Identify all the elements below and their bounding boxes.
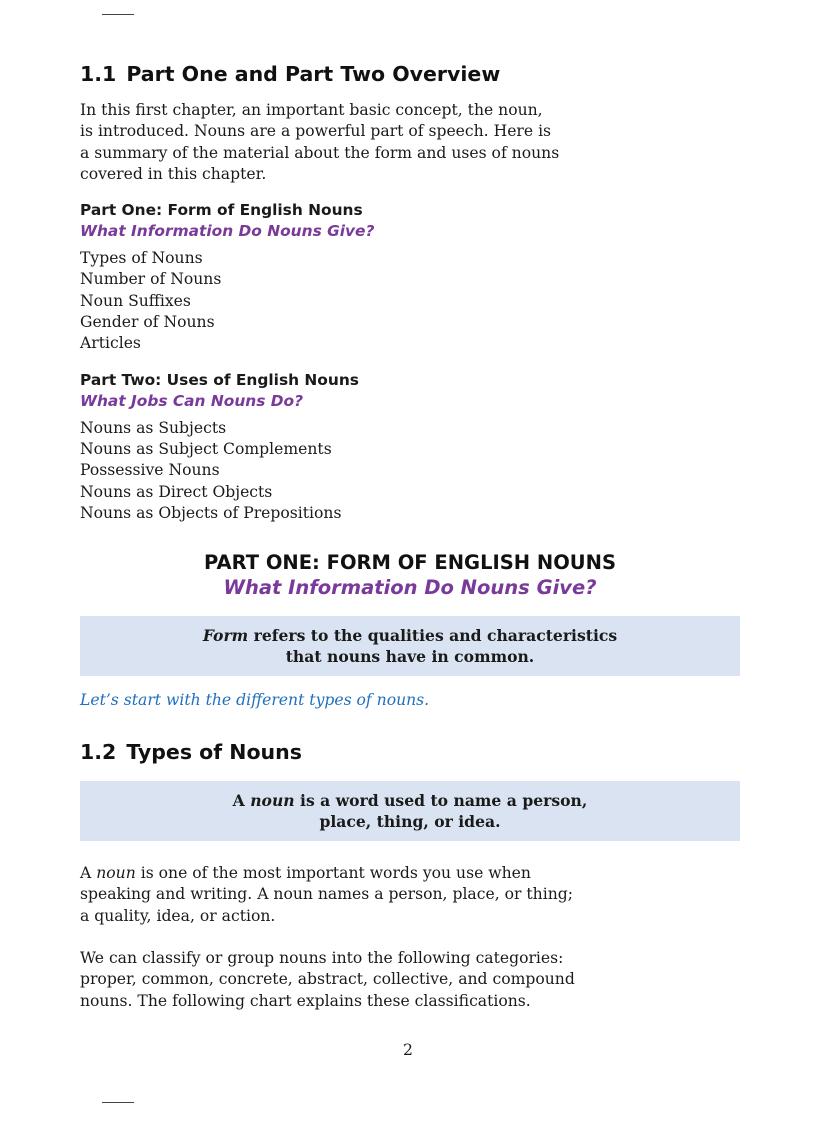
list-item: Gender of Nouns xyxy=(80,313,215,332)
list-item: Noun Suffixes xyxy=(80,291,191,310)
part-one-banner xyxy=(80,550,740,600)
part-one-banner-heading: PART ONE: FORM OF ENGLISH NOUNS xyxy=(204,551,616,575)
paragraph-line: nouns. The following chart explains these classifications. xyxy=(80,991,531,1010)
intro-line: In this first chapter, an important basic concept, the noun, xyxy=(80,101,543,119)
definition-term: Form xyxy=(202,626,249,646)
definition-text: refers to the qualities and characteristics xyxy=(248,626,618,646)
page-content xyxy=(80,58,740,1012)
definition-line: that nouns have in common. xyxy=(285,647,535,667)
definition-line xyxy=(100,790,720,811)
intro-line: a summary of the material about the form and uses of nouns xyxy=(80,143,560,162)
part-two-summary xyxy=(80,370,740,524)
list-item: Nouns as Objects of Prepositions xyxy=(80,503,342,522)
part-one-question: What Information Do Nouns Give? xyxy=(80,222,375,241)
list-item: Nouns as Subjects xyxy=(80,418,227,437)
list-item: Articles xyxy=(80,334,141,353)
paragraph-line: speaking and writing. A noun names a person, place, or thing; xyxy=(80,885,573,904)
part-two-question: What Jobs Can Nouns Do? xyxy=(80,391,304,410)
section-1-1-heading xyxy=(80,58,740,90)
part-two-heading: Part Two: Uses of English Nouns xyxy=(80,370,359,389)
noun-definition-box xyxy=(80,781,740,841)
definition-term: noun xyxy=(250,791,295,811)
list-item: Number of Nouns xyxy=(80,270,222,289)
intro-line: covered in this chapter. xyxy=(80,164,267,183)
paragraph-line: proper, common, concrete, abstract, collective, and compound xyxy=(80,970,575,989)
section-number: 1.2 xyxy=(80,740,117,765)
list-item: Types of Nouns xyxy=(80,249,203,268)
part-one-banner-question: What Information Do Nouns Give? xyxy=(223,576,597,600)
part-one-summary xyxy=(80,200,740,354)
list-item: Nouns as Subject Complements xyxy=(80,439,332,458)
paragraph-line: a quality, idea, or action. xyxy=(80,906,276,925)
definition-line: place, thing, or idea. xyxy=(319,812,501,832)
crop-mark-bottom xyxy=(102,1102,134,1103)
part-one-list xyxy=(80,248,740,354)
part-two-list xyxy=(80,418,740,524)
section-title: Types of Nouns xyxy=(126,740,302,765)
paragraph-text: is one of the most important words you use when xyxy=(135,864,531,883)
paragraph-line: We can classify or group nouns into the following categories: xyxy=(80,949,564,968)
intro-line: is introduced. Nouns are a powerful part of speech. Here is xyxy=(80,122,552,141)
intro-paragraph xyxy=(80,100,740,185)
section-number: 1.1 xyxy=(80,62,117,86)
definition-text: is a word used to name a person, xyxy=(294,791,588,811)
noun-paragraph-1 xyxy=(80,863,740,927)
page-number: 2 xyxy=(403,1041,413,1059)
form-definition-box xyxy=(80,616,740,676)
paragraph-term: noun xyxy=(96,864,136,883)
noun-paragraph-2 xyxy=(80,948,740,1012)
section-title: Part One and Part Two Overview xyxy=(126,62,501,86)
part-one-heading: Part One: Form of English Nouns xyxy=(80,201,363,220)
list-item: Possessive Nouns xyxy=(80,461,220,480)
transition-text: Let’s start with the different types of nouns. xyxy=(80,691,430,710)
list-item: Nouns as Direct Objects xyxy=(80,482,273,501)
definition-line xyxy=(100,625,720,646)
crop-mark-top xyxy=(102,14,134,15)
paragraph-text: A xyxy=(80,864,97,883)
section-1-2-heading xyxy=(80,736,740,768)
definition-text: A xyxy=(232,791,251,811)
paragraph-line xyxy=(80,863,740,884)
